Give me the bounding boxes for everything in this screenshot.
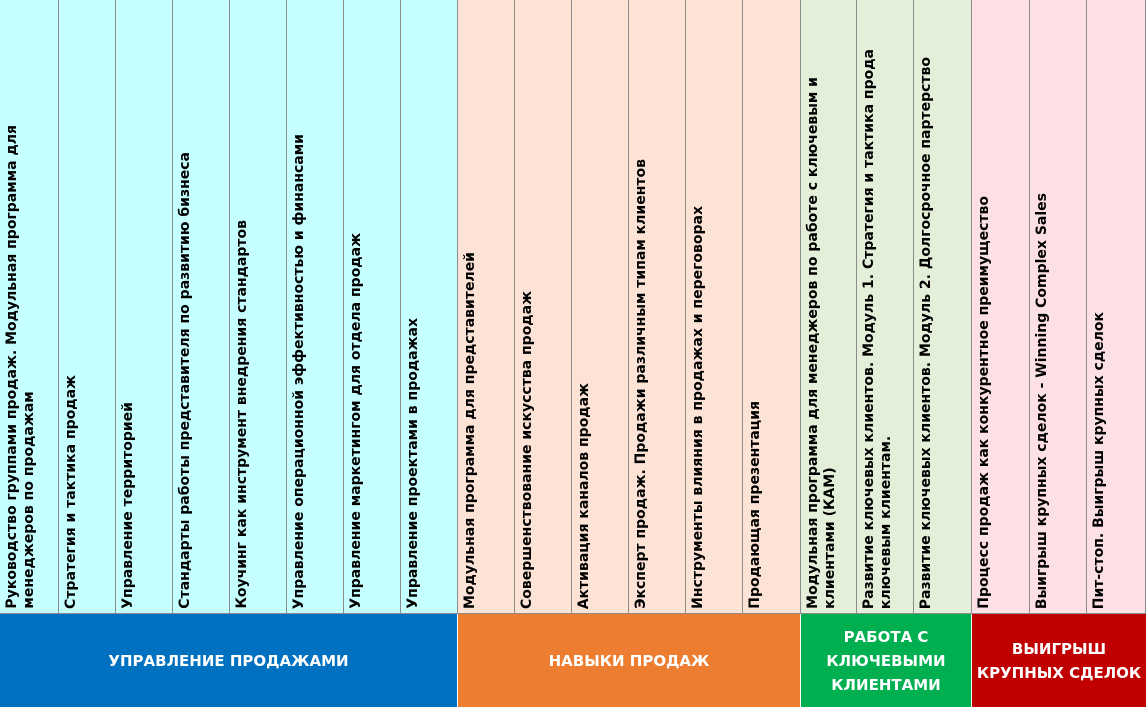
category-key-clients — [801, 614, 972, 707]
category-label: НАВЫКИ ПРОДАЖ — [548, 651, 710, 670]
course-label: Управление операционной эффективностью и финансами — [291, 133, 307, 609]
course-column — [0, 0, 59, 614]
course-column — [801, 0, 857, 614]
course-label: Выигрыш крупных сделок - Winning Complex Sales — [1034, 192, 1050, 609]
course-label: Руководство группами продаж. Модульная программа для менеджеров по продажам — [4, 125, 37, 609]
course-label: Модульная программа для менеджеров по работе с ключевым и клиентами (КАМ) — [805, 77, 838, 609]
course-column — [458, 0, 515, 614]
category-big-deals — [972, 614, 1146, 707]
course-column — [230, 0, 287, 614]
course-label: Стандарты работы представителя по развитию бизнеса — [177, 152, 193, 609]
course-column — [344, 0, 401, 614]
course-column — [972, 0, 1030, 614]
course-label: Развитие ключевых клиентов. Модуль 1. Стратегия и тактика прода ключевым клиентам. — [861, 48, 894, 609]
course-label: Развитие ключевых клиентов. Модуль 2. Долгосрочное партерство — [918, 56, 934, 609]
course-label: Совершенствование искусства продаж — [519, 291, 535, 609]
course-column — [116, 0, 173, 614]
course-column — [743, 0, 801, 614]
course-column — [515, 0, 572, 614]
course-column — [914, 0, 972, 614]
course-label: Модульная программа для представителей — [462, 252, 478, 609]
course-label: Эксперт продаж. Продажи различным типам клиентов — [633, 159, 649, 609]
course-label: Процесс продаж как конкурентное преимущество — [976, 196, 992, 609]
course-label: Продающая презентация — [747, 401, 763, 609]
category-label: РАБОТА С КЛЮЧЕВЫМИ КЛИЕНТАМИ — [826, 627, 946, 694]
course-label: Инструменты влияния в продажах и переговорах — [690, 206, 706, 609]
course-label: Управление проектами в продажах — [405, 318, 421, 609]
course-label: Пит-стоп. Выигрыш крупных сделок — [1091, 311, 1107, 609]
course-label: Управление территорией — [120, 402, 136, 609]
course-column — [401, 0, 458, 614]
course-column — [572, 0, 629, 614]
course-column — [1030, 0, 1087, 614]
course-column — [629, 0, 686, 614]
category-label: ВЫИГРЫШ КРУПНЫХ СДЕЛОК — [976, 639, 1142, 682]
course-label: Активация каналов продаж — [576, 382, 592, 609]
course-column — [1087, 0, 1146, 614]
course-label: Стратегия и тактика продаж — [63, 375, 79, 609]
course-label: Коучинг как инструмент внедрения стандартов — [234, 220, 250, 609]
course-column — [857, 0, 914, 614]
category-sales-management — [0, 614, 458, 707]
course-column — [173, 0, 230, 614]
course-column — [686, 0, 743, 614]
category-sales-skills — [458, 614, 801, 707]
course-label: Управление маркетингом для отдела продаж — [348, 233, 364, 609]
category-label: УПРАВЛЕНИЕ ПРОДАЖАМИ — [108, 651, 349, 670]
course-column — [59, 0, 116, 614]
course-column — [287, 0, 344, 614]
